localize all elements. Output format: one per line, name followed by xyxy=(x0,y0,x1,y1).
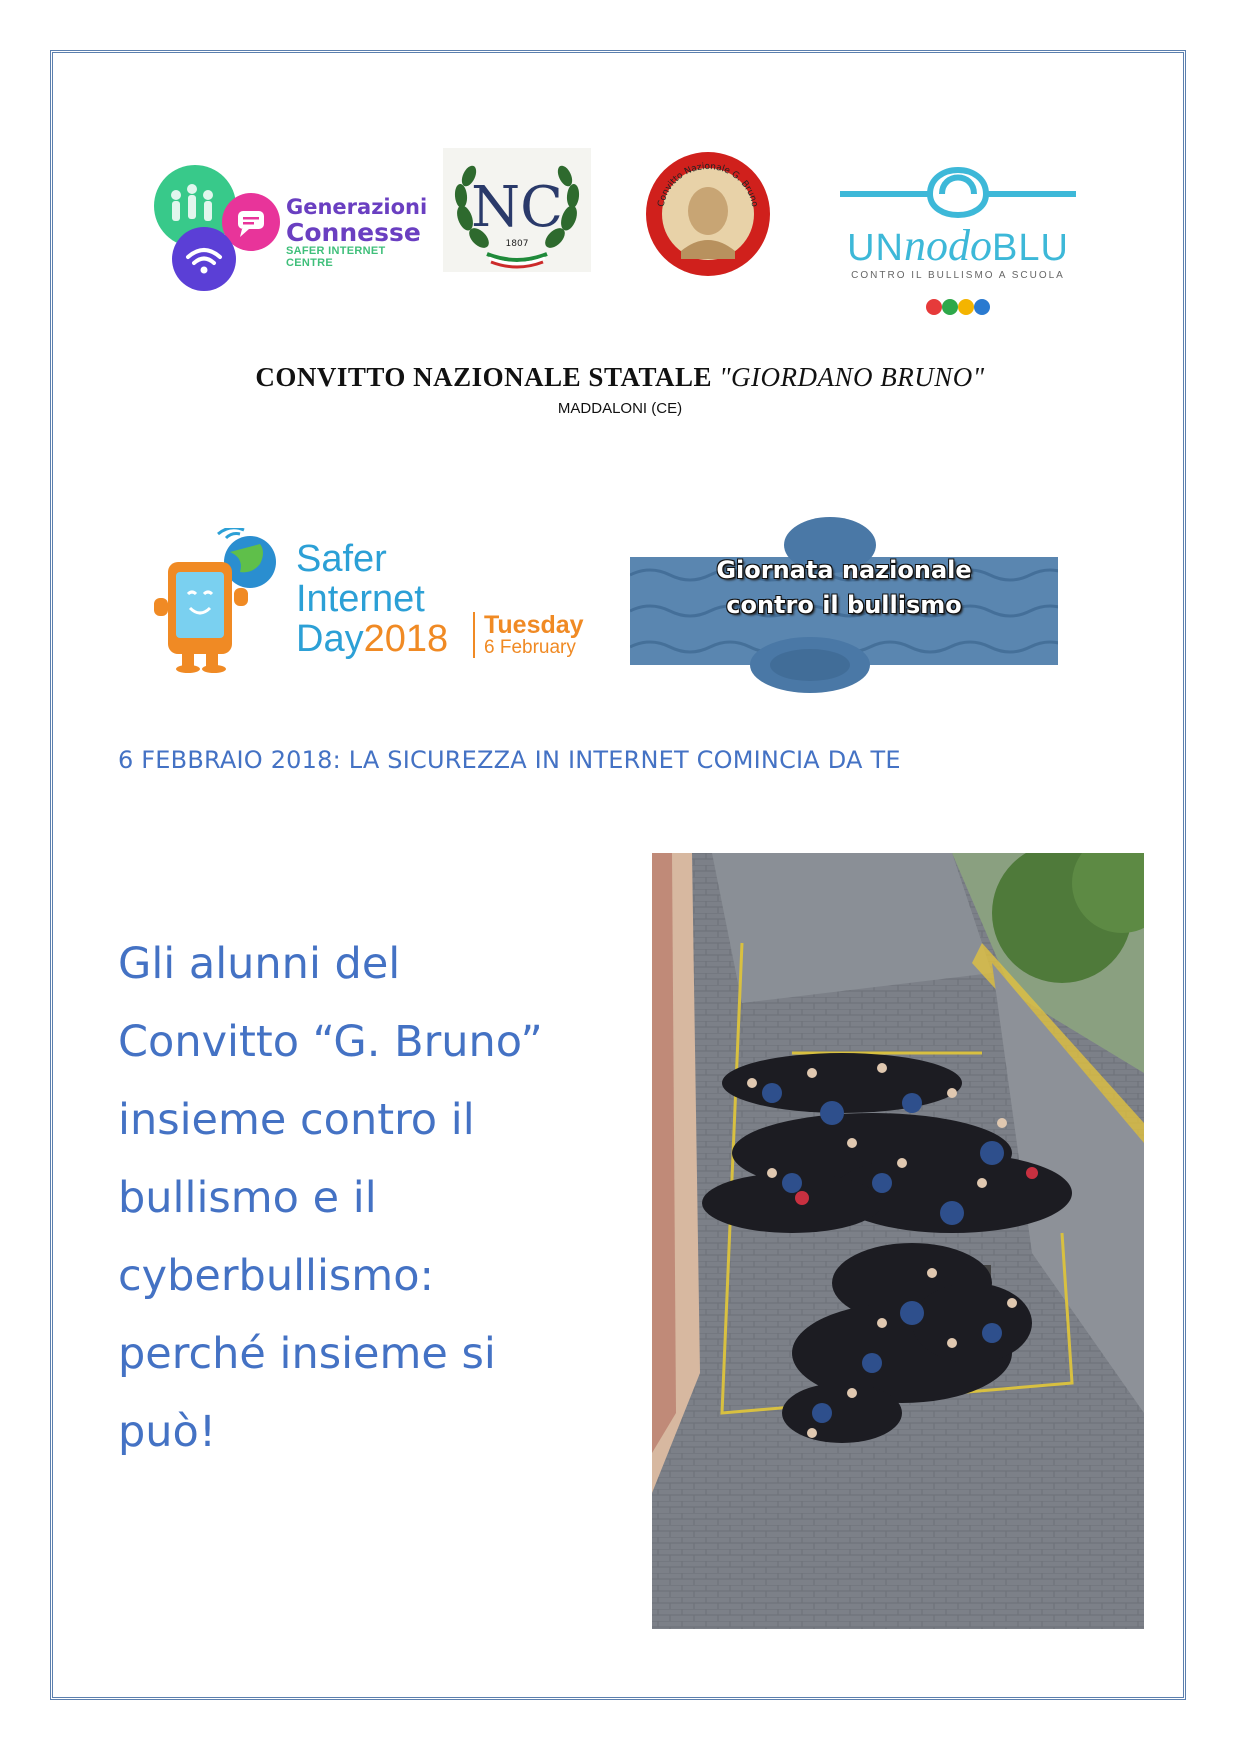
svg-text:1807: 1807 xyxy=(505,239,529,249)
school-name-prefix: CONVITTO NAZIONALE STATALE xyxy=(255,362,720,392)
giornata-bullismo-banner xyxy=(630,515,1058,693)
sid-day-word: Day xyxy=(296,618,364,660)
nodo-word-1: UN xyxy=(847,227,904,269)
sid-date: 6 February xyxy=(484,637,576,659)
gc-subtitle: SAFER INTERNET CENTRE xyxy=(286,245,386,269)
body-line: cyberbullismo: xyxy=(118,1251,434,1301)
body-line: insieme contro il xyxy=(118,1095,475,1145)
gc-line1: Generazioni xyxy=(286,195,428,219)
convitto-crest-logo xyxy=(443,148,591,272)
tablet-mascot-icon xyxy=(148,528,283,674)
un-nodo-blu-logo xyxy=(838,158,1078,323)
giornata-line2: contro il bullismo xyxy=(726,590,962,619)
svg-text:NC: NC xyxy=(471,175,563,240)
laurel-wreath-icon xyxy=(443,148,591,272)
sid-divider xyxy=(473,612,475,658)
wifi-circle-icon xyxy=(172,227,236,291)
body-line: Gli alunni del xyxy=(118,939,401,989)
school-title xyxy=(0,362,1240,393)
body-text xyxy=(118,925,638,1471)
generazioni-connesse-logo xyxy=(148,165,428,295)
svg-text:Convitto Nazionale G. Bruno: Convitto Nazionale G. Bruno xyxy=(656,161,760,208)
knot-icon xyxy=(838,158,1078,228)
portrait-bust-icon xyxy=(688,187,728,235)
sid-line1: Safer xyxy=(296,538,387,580)
miur-badge xyxy=(924,298,992,316)
nodo-word-2: nodo xyxy=(903,221,992,270)
nodo-word-3: BLU xyxy=(991,227,1069,269)
body-line: bullismo e il xyxy=(118,1173,377,1223)
gc-line2: Connesse xyxy=(286,218,421,247)
nodo-tagline: CONTRO IL BULLISMO A SCUOLA xyxy=(851,270,1065,281)
headline: 6 FEBBRAIO 2018: LA SICUREZZA IN INTERNET COMINCIA DA TE xyxy=(118,746,901,774)
body-line: può! xyxy=(118,1407,217,1457)
sid-weekday: Tuesday xyxy=(484,611,584,639)
convitto-seal-logo xyxy=(645,151,771,277)
safer-internet-day-banner xyxy=(148,528,600,674)
sid-year: 2018 xyxy=(363,618,449,660)
giornata-line1: Giornata nazionale xyxy=(716,556,972,584)
school-location: MADDALONI (CE) xyxy=(557,400,683,417)
body-line: perché insieme si xyxy=(118,1329,496,1379)
sid-line2: Internet xyxy=(296,578,425,620)
students-courtyard-photo xyxy=(652,853,1144,1629)
body-line: Convitto “G. Bruno” xyxy=(118,1017,543,1067)
school-name-italic: "GIORDANO BRUNO" xyxy=(719,362,985,392)
